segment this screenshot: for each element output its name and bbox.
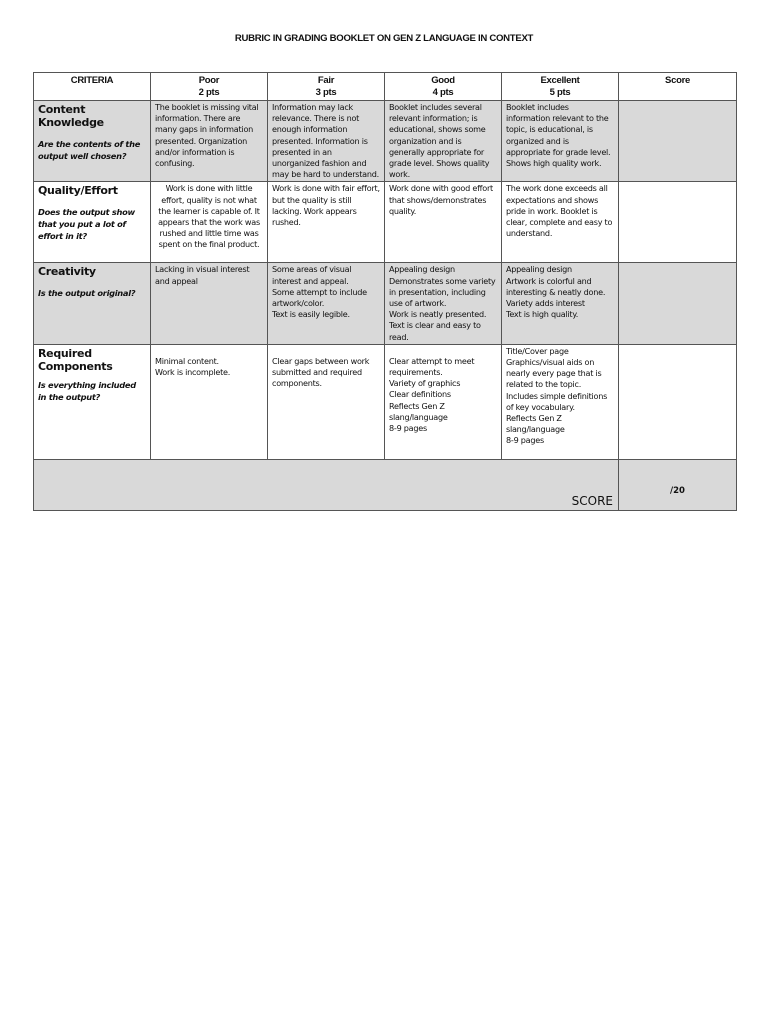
descriptor-good: Clear attempt to meet requirements. Variety of graphics Clear definitions Reflects Gen Z slang/language 8-9 pages xyxy=(389,355,475,434)
criterion-name: Quality/Effort xyxy=(38,184,118,198)
total-label-cell xyxy=(34,459,619,510)
score-header: Score xyxy=(619,73,737,101)
descriptor-poor: The booklet is missing vital information. There are many gaps in information presented. Organization and/or information is confusing. xyxy=(151,101,268,182)
criterion-question: Are the contents of the output well chosen? xyxy=(38,139,141,161)
rubric-row-creativity xyxy=(34,263,737,344)
descriptor-fair: Work is done with fair effort, but the quality is still lacking. Work appears rushed. xyxy=(268,182,385,263)
descriptor-excellent: Title/Cover page Graphics/visual aids on nearly every page that is related to the topic. Includes simple definitions of key vocabulary. Reflects Gen Z slang/language 8-9 pages xyxy=(502,344,619,459)
level-points: 2 pts xyxy=(198,87,220,98)
criterion-question: Is the output original? xyxy=(38,288,136,299)
level-points: 4 pts xyxy=(432,87,454,98)
descriptor-good: Booklet includes several relevant information; is educational, shows some organization and is generally appropriate for grade level. Shows quality work. xyxy=(385,101,502,182)
level-points: 5 pts xyxy=(549,87,571,98)
level-name: Fair xyxy=(317,75,335,86)
descriptor-fair: Some areas of visual interest and appeal. Some attempt to include artwork/color. Text is easily legible. xyxy=(268,263,385,344)
document-title: RUBRIC IN GRADING BOOKLET ON GEN Z LANGUAGE IN CONTEXT xyxy=(234,33,534,44)
level-header-poor xyxy=(151,73,268,101)
descriptor-good: Work done with good effort that shows/demonstrates quality. xyxy=(385,182,502,263)
descriptor-poor: Minimal content. Work is incomplete. xyxy=(155,355,231,378)
criterion-question: Is everything included in the output? xyxy=(38,379,136,402)
level-header-good xyxy=(385,73,502,101)
level-points: 3 pts xyxy=(315,87,337,98)
descriptor-good: Appealing design Demonstrates some variety in presentation, including use of artwork. Work is neatly presented. Text is clear and easy to read. xyxy=(385,263,502,344)
score-cell[interactable] xyxy=(619,344,737,459)
criterion-name: Content Knowledge xyxy=(38,103,104,129)
level-name: Excellent xyxy=(540,75,580,86)
rubric-row-quality-effort xyxy=(34,182,737,263)
criteria-header: CRITERIA xyxy=(34,73,151,101)
criterion-cell xyxy=(34,182,151,263)
score-max: /20 xyxy=(670,485,685,496)
rubric-table xyxy=(33,72,737,511)
level-header-fair xyxy=(268,73,385,101)
score-cell[interactable] xyxy=(619,182,737,263)
criterion-cell xyxy=(34,263,151,344)
total-row xyxy=(34,459,737,510)
descriptor-fair-cell xyxy=(268,344,385,459)
descriptor-fair: Information may lack relevance. There is not enough information presented. Information is presented in an unorganized fashion and may be hard to understand. xyxy=(268,101,385,182)
criterion-name: Required Components xyxy=(38,346,113,373)
descriptor-poor: Lacking in visual interest and appeal xyxy=(151,263,268,344)
header-row xyxy=(34,73,737,101)
criterion-question: Does the output show that you put a lot of effort in it? xyxy=(38,207,135,242)
total-score-cell[interactable] xyxy=(619,459,737,510)
descriptor-poor: Work is done with little effort, quality is not what the learner is capable of. It appears that the work was rushed and little time was spent on the final product. xyxy=(151,182,268,263)
score-cell[interactable] xyxy=(619,101,737,182)
score-label: SCORE xyxy=(571,493,613,508)
criterion-cell xyxy=(34,101,151,182)
descriptor-excellent: The work done exceeds all expectations and shows pride in work. Booklet is clear, complete and easy to understand. xyxy=(502,182,619,263)
level-header-excellent xyxy=(502,73,619,101)
rubric-row-content-knowledge xyxy=(34,101,737,182)
score-cell[interactable] xyxy=(619,263,737,344)
descriptor-excellent: Appealing design Artwork is colorful and interesting & neatly done. Variety adds interest Text is high quality. xyxy=(502,263,619,344)
level-name: Poor xyxy=(198,75,220,86)
level-name: Good xyxy=(431,75,455,86)
descriptor-fair: Clear gaps between work submitted and required components. xyxy=(272,355,370,389)
rubric-row-required-components xyxy=(34,344,737,459)
descriptor-excellent: Booklet includes information relevant to the topic, is educational, is organized and is appropriate for grade level. Shows high quality work. xyxy=(502,101,619,182)
criterion-cell xyxy=(34,344,151,459)
descriptor-good-cell xyxy=(385,344,502,459)
descriptor-poor-cell xyxy=(151,344,268,459)
criterion-name: Creativity xyxy=(38,265,96,279)
